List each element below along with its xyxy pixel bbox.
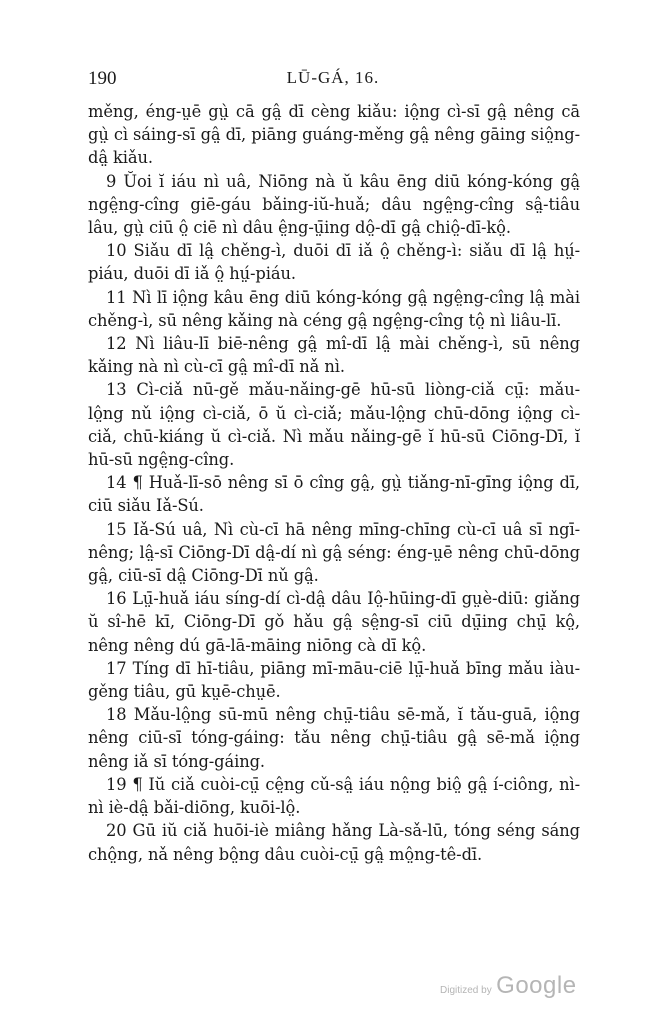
verse-16: 16 Lṳ̄-huǎ iáu síng-dí cì-dâ̤ dâu Iô̤-hūing-dī gṳè-diū: giǎng ŭ sî-hē kī, Ciōng-Dī gǒ hǎu gâ̤ sê̤ng-sī ciū dṳ̄ing chṳ̄ kô̤, nêng nêng dú gā-lā-māing niōng cà dī kô̤. [88, 589, 580, 655]
verse-continuation: měng, éng-ṳē gṳ̀ cā gâ̤ dī cèng kiǎu: iô̤ng cì-sī gâ̤ nêng cā gṳ̀ cì sáing-sī gâ̤ dī, piāng guáng-měng gâ̤ nêng gāing siô̤ng-dâ̤ kiǎu. [88, 102, 580, 168]
running-head: LŪ-GÁ, 16. [286, 68, 380, 87]
verse-19: 19 ¶ Iŭ ciǎ cuòi-cṳ̄ cê̤ng cǔ-sâ̤ iáu nô̤ng biô̤ gâ̤ í-ciông, nì-nì iè-dâ̤ bǎi-diōng, kuōi-lô̤. [88, 774, 580, 818]
verse-9: 9 Ŭoi ĭ iáu nì uâ, Niōng nà ŭ kâu ēng diū kóng-kóng gâ̤ ngê̤ng-cîng giē-gáu bǎing-iŭ-huǎ; dâu ngê̤ng-cîng sâ̤-tiâu lâu, gṳ̀ ciū ô̤ ciē nì dâu ê̤ng-ṳ̄ing dô̤-dī gâ̤ chiô̤-dī-kô̤. [88, 171, 580, 238]
verse-17: 17 Tíng dī hī-tiâu, piāng mī-māu-ciē lṳ̄-huǎ bīng mǎu iàu-gěng tiâu, gū kṳē-chṳē. [88, 658, 580, 702]
digitized-by-text: Digitized by [440, 985, 492, 996]
verse-14: 14 ¶ Huǎ-lī-sō nêng sī ō cîng gâ̤, gṳ̀ tiǎng-nī-gīng iô̤ng dī, ciū siǎu Iǎ-Sú. [88, 473, 580, 516]
page-header [88, 68, 578, 90]
verse-20: 20 Gū iŭ ciǎ huōi-iè miâng hǎng Là-sǎ-lū, tóng séng sáng chô̤ng, nǎ nêng bô̤ng dâu cuòi-cṳ̄ gâ̤ mô̤ng-tê-dī. [88, 821, 580, 864]
verse-12: 12 Nì liâu-lī biē-nêng gâ̤ mî-dī lâ̤ mài chěng-ì, sū nêng kǎing nà nì cù-cī gâ̤ mî-dī nǎ nì. [88, 334, 580, 377]
page-number: 190 [88, 68, 117, 89]
verse-15: 15 Iǎ-Sú uâ, Nì cù-cī hā nêng mīng-chīng cù-cī uâ sī ngī-nêng; lâ̤-sī Ciōng-Dī dâ̤-dí nì gâ̤ séng: éng-ṳē nêng chū-dōng gâ̤, ciū-sī dâ̤ Ciōng-Dī nǔ gâ̤. [88, 519, 580, 586]
verse-11: 11 Nì lī iô̤ng kâu ēng diū kóng-kóng gâ̤ ngê̤ng-cîng lâ̤ mài chěng-ì, sū nêng kǎing nà céng gâ̤ ngê̤ng-cîng tô̤ nì liâu-lī. [88, 287, 580, 330]
verse-10: 10 Siǎu dī lâ̤ chěng-ì, duōi dī iǎ ô̤ chěng-ì: siǎu dī lâ̤ hṳ́-piáu, duōi dī iǎ ô̤ hṳ́-piáu. [88, 241, 580, 284]
verse-18: 18 Mǎu-lô̤ng sū-mū nêng chṳ̄-tiâu sē-mǎ, ĭ tǎu-guā, iô̤ng nêng ciū-sī tóng-gáing: tǎu nêng chṳ̄-tiâu gâ̤ sē-mǎ iô̤ng nêng iǎ sī tóng-gáing. [88, 705, 580, 771]
digitized-watermark [440, 972, 577, 1000]
google-logo: Google [496, 972, 577, 999]
body-text [88, 100, 580, 866]
verse-13: 13 Cì-ciǎ nū-gě mǎu-nǎing-gē hū-sū liòng-ciǎ cṳ̄: mǎu-lô̤ng nǔ iô̤ng cì-ciǎ, ō ŭ cì-ciǎ; mǎu-lô̤ng chū-dōng iô̤ng cì-ciǎ, chū-kiáng ŭ cì-ciǎ. Nì mǎu nǎing-gē ĭ hū-sū Ciōng-Dī, ĭ hū-sū ngê̤ng-cîng. [88, 380, 580, 470]
